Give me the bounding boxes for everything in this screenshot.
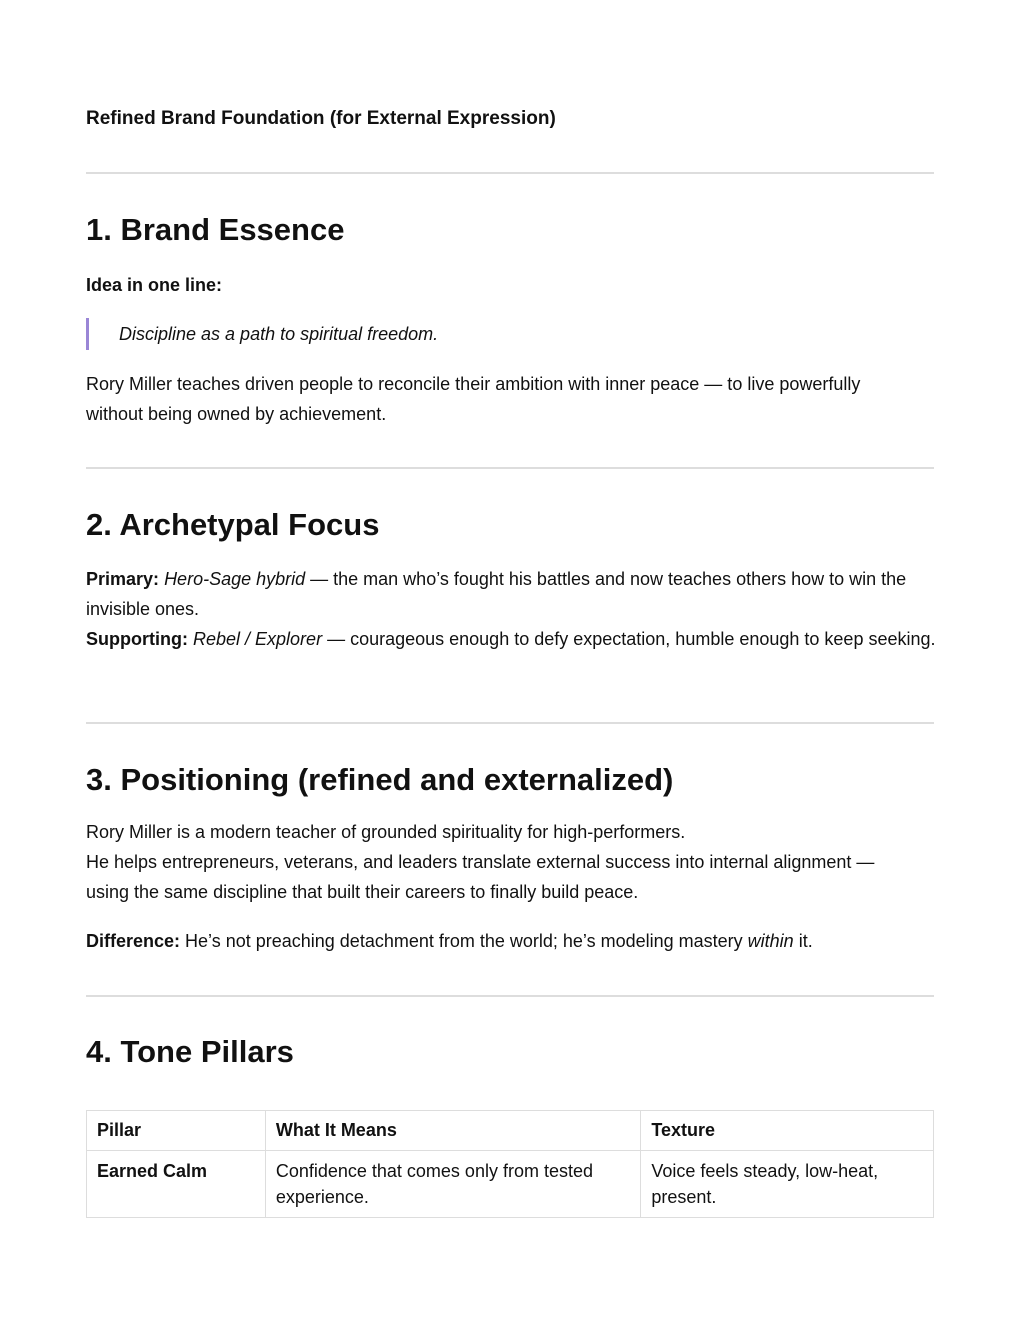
primary-archetype — [86, 564, 936, 624]
supporting-type: Rebel / Explorer — [193, 629, 323, 649]
divider — [86, 722, 934, 724]
supporting-label: Supporting: — [86, 629, 188, 649]
primary-type: Hero-Sage hybrid — [164, 569, 306, 589]
positioning-line-1: Rory Miller is a modern teacher of grounded spirituality for high-performers. — [86, 822, 686, 842]
column-header: Texture — [641, 1111, 934, 1151]
meaning-cell: Confidence that comes only from tested experience. — [265, 1151, 641, 1218]
column-header: Pillar — [87, 1111, 266, 1151]
pillar-cell: Earned Calm — [87, 1151, 266, 1218]
primary-label: Primary: — [86, 569, 160, 589]
table-header-row — [87, 1111, 934, 1151]
difference-emphasis: within — [747, 931, 794, 951]
section-heading-archetypal-focus: 2. Archetypal Focus — [86, 507, 380, 542]
positioning-line-2: He helps entrepreneurs, veterans, and leaders translate external success into internal alignment — using the same discipline that built their careers to finally build peace. — [86, 852, 875, 902]
tone-pillars-table — [86, 1110, 934, 1218]
difference-end: it. — [793, 931, 813, 951]
document-title: Refined Brand Foundation (for External Expression) — [86, 108, 556, 129]
difference-text: He’s not preaching detachment from the world; he’s modeling mastery — [180, 931, 748, 951]
section-heading-tone-pillars: 4. Tone Pillars — [86, 1034, 294, 1069]
column-header: What It Means — [265, 1111, 641, 1151]
section-heading-brand-essence: 1. Brand Essence — [86, 212, 345, 247]
divider — [86, 995, 934, 997]
primary-description: — the man who’s fought his battles and now teaches others how to win the invisible ones. — [86, 569, 907, 619]
positioning-difference — [86, 926, 946, 956]
supporting-description: — courageous enough to defy expectation, humble enough to keep seeking. — [322, 629, 936, 649]
difference-label: Difference: — [86, 931, 181, 951]
texture-cell: Voice feels steady, low-heat, present. — [641, 1151, 934, 1218]
supporting-archetype — [86, 624, 936, 654]
divider — [86, 172, 934, 174]
section-heading-positioning: 3. Positioning (refined and externalized) — [86, 762, 674, 797]
quote-text: Discipline as a path to spiritual freedom. — [119, 324, 439, 344]
table-row — [87, 1151, 934, 1218]
blockquote — [86, 318, 438, 350]
essence-body: Rory Miller teaches driven people to reconcile their ambition with inner peace — to live powerfully without being owned by achievement. — [86, 374, 861, 424]
divider — [86, 467, 934, 469]
idea-label: Idea in one line: — [86, 275, 223, 295]
